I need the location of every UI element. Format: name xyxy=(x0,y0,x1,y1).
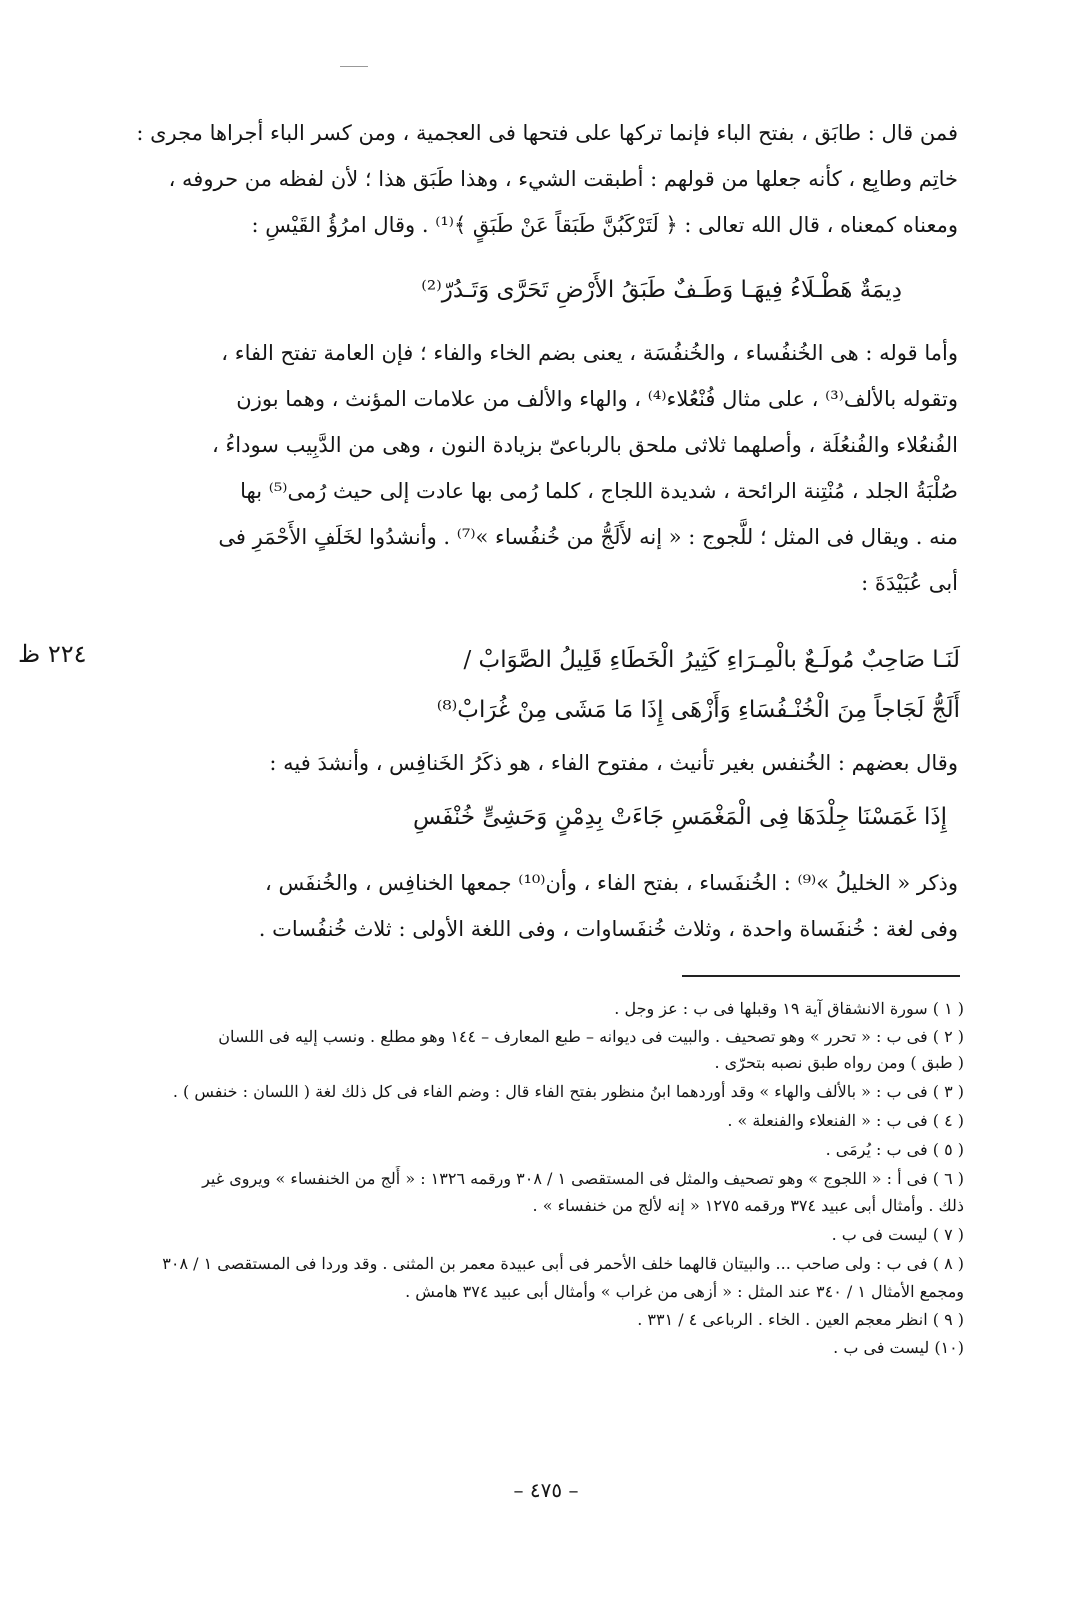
text-line: خاتِم وطابِع ، كأنه جعلها من قولهم : أطبقت الشيء ، وهذا طَبَق هذا ؛ لأن لفظه من حروفه ، xyxy=(168,167,958,191)
scan-mark xyxy=(340,66,368,67)
folio-margin-note: ٢٢٤ ظ xyxy=(18,640,87,668)
verse-2b: أَلَجُّ لَجَاجاً مِنَ الْخُنْـفُسَاءِ وَأَزْهَى إِذَا مَا مَشَى مِنْ غُرَابْ⁽⁸⁾ xyxy=(436,697,960,723)
verse-3: إِذَا غَمَسْنَا جِلْدَهَا فِى الْمَغْمَسِ جَاءَتْ بِدِمْنٍ وَحَشِىٍّ خُنْفَسِ xyxy=(412,804,947,830)
footnote: ( ٣ ) فى ب : « بالألف والهاء » وقد أوردهما ابنُ منظور بفتح الفاء قال : وضم الفاء فى كل ذلك لغة ( اللسان : خنفس ) . xyxy=(172,1082,964,1101)
text-line: منه . ويقال فى المثل ؛ للَّجوج : « إنه لأَلَجُّ من خُنفُساء »⁽⁷⁾ . وأنشدُوا لخَلَفٍ الأَحْمَرِ فى xyxy=(218,525,958,549)
footnote: ومجمع الأمثال ١ / ٣٤٠ عند المثل : « أزهى من غراب » وأمثال أبى عبيد ٣٧٤ هامش . xyxy=(405,1282,964,1301)
text-line: وتقوله بالألف⁽³⁾ ، على مثال فُنْعُلاء⁽⁴⁾ ، والهاء والألف من علامات المؤنث ، وهما بوزن xyxy=(236,387,958,411)
paragraph-4 xyxy=(128,860,958,952)
page-number: – ٤٧٥ – xyxy=(513,1478,579,1502)
footnote: ( ٧ ) ليست فى ب . xyxy=(831,1225,964,1244)
footnote: ( ٥ ) فى ب : يُرمَى . xyxy=(825,1140,964,1159)
footnote: ( طبق ) ومن رواه طبق نصبه بتحرّى . xyxy=(714,1053,964,1072)
verse-2a: لَنَـا صَاحِبٌ مُولَـعٌ بالْمِـرَاءِ كَثِيرُ الْخَطَاءِ قَلِيلُ الصَّوَابْ / xyxy=(463,647,960,673)
text-line: ومعناه كمعناه ، قال الله تعالى : ﴿ لَتَرْكَبُنَّ طَبَقاً عَنْ طَبَقٍ ﴾⁽¹⁾ . وقال امرُؤُ القَيْسِ : xyxy=(251,213,958,237)
footnote: ذلك . وأمثال أبى عبيد ٣٧٤ ورقمه ١٢٧٥ « إنه لألج من خنفساء » . xyxy=(532,1196,964,1215)
footnote: ( ٦ ) فى أ : « اللجوج » وهو تصحيف والمثل فى المستقصى ١ / ٣٠٨ ورقمه ١٣٢٦ : « أَلج من الخنفساء » ويروى غير xyxy=(202,1169,964,1188)
footnote: (١٠) ليست فى ب . xyxy=(833,1338,964,1357)
verse-1: دِيمَةٌ هَطْـلَاءُ فِيهَـا وَطَـفٌ طَبَقُ الأَرْضِ تَحَرَّى وَتَـدُرّ⁽²⁾ xyxy=(421,277,902,303)
footnote-separator xyxy=(682,975,960,977)
text-line: وفى لغة : خُنفَساة واحدة ، وثلاث خُنفَساوات ، وفى اللغة الأولى : ثلاث خُنفُسات . xyxy=(258,917,958,941)
paragraph-1 xyxy=(128,110,958,248)
text-line: أبى عُبَيْدَةَ : xyxy=(861,571,958,595)
text-line: وذكر « الخليلُ »⁽⁹⁾ : الخُنفَساء ، بفتح الفاء ، وأن⁽¹⁰⁾ جمعها الخنافِس ، والخُنفَس ، xyxy=(265,871,958,895)
footnote: ( ١ ) سورة الانشقاق آية ١٩ وقبلها فى ب : عز وجل . xyxy=(614,999,964,1018)
paragraph-3 xyxy=(128,740,958,786)
text-line: فمن قال : طابَق ، بفتح الباء فإنما تركها على فتحها فى العجمية ، ومن كسر الباء أجراها مجرى : xyxy=(136,121,958,145)
footnote: ( ٩ ) انظر معجم العين . الخاء . الرباعى ٤ / ٣٣١ . xyxy=(637,1310,964,1329)
text-line: وقال بعضهم : الخُنفس بغير تأنيث ، مفتوح الفاء ، هو ذكَرُ الخَنافِس ، وأنشدَ فيه : xyxy=(269,751,958,775)
footnote: ( ٤ ) فى ب : « الفنعلاء والفنعلة » . xyxy=(727,1111,964,1130)
paragraph-2 xyxy=(128,330,958,606)
text-line: الفُنعُلاء والفُنعُلَة ، وأصلهما ثلاثى ملحق بالرباعىّ بزيادة النون ، وهى من الدَّبِيب سوداءُ ، xyxy=(211,433,958,457)
text-line: صُلْبَةُ الجلد ، مُنْتِنة الرائحة ، شديدة اللجاج ، كلما رُمى بها عادت إلى حيث رُمى⁽⁵⁾ بها xyxy=(240,479,958,503)
text-line: وأما قوله : هى الخُنفُساء ، والخُنفُسَة ، يعنى بضم الخاء والفاء ؛ فإن العامة تفتح الفاء ، xyxy=(221,341,958,365)
footnote: ( ٨ ) فى ب : ولى صاحب ... والبيتان قالهما خلف الأحمر فى أبى عبيدة معمر بن المثنى . وقد وردا فى المستقصى ١ / ٣٠٨ xyxy=(162,1254,964,1273)
footnote: ( ٢ ) فى ب : « تحرر » وهو تصحيف . والبيت فى ديوانه – طبع المعارف – ١٤٤ وهو مطلع . ونسب إليه فى اللسان xyxy=(218,1027,964,1046)
